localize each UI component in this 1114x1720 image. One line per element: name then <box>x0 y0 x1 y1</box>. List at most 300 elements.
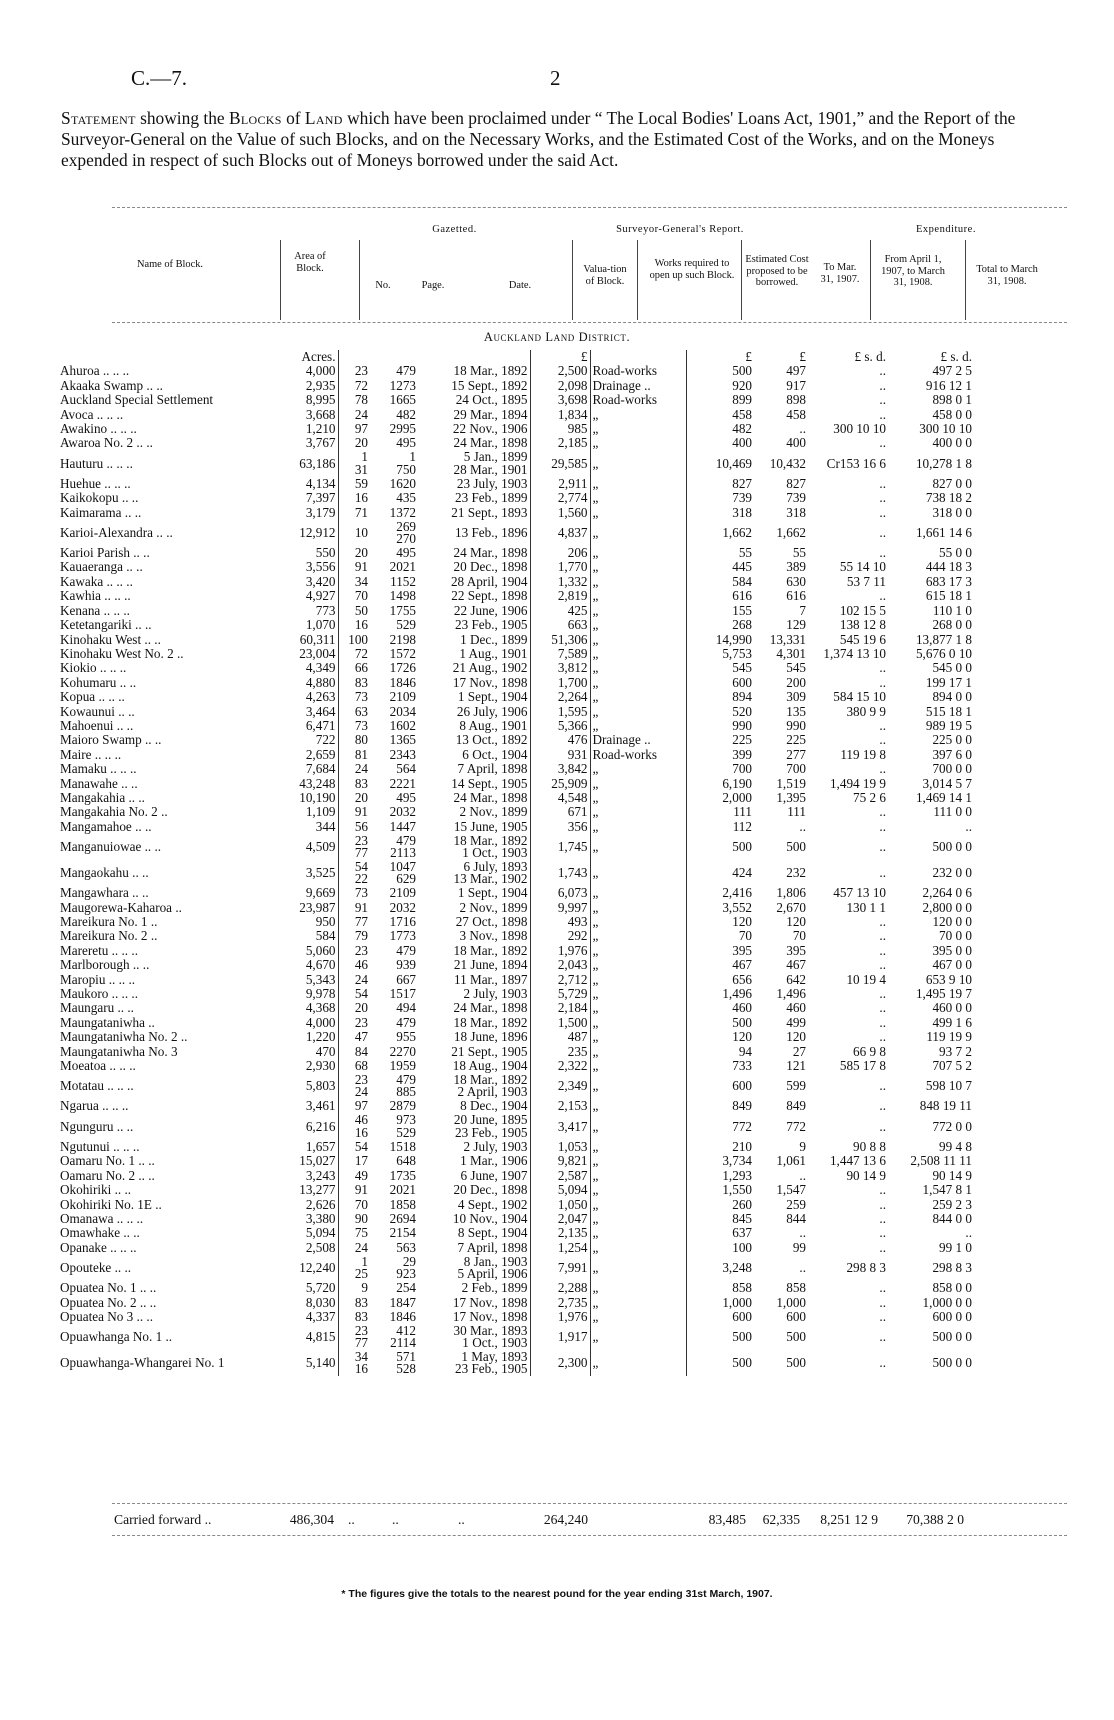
works-cell: „ <box>590 886 686 900</box>
estimated-cost-cell: 445 <box>686 560 754 574</box>
gazette-date-cell: 26 July, 1906 <box>456 704 528 719</box>
estimated-cost-cell: 399 <box>686 748 754 762</box>
estimated-cost-cell: 637 <box>686 1226 754 1240</box>
to-march-cell: 232 <box>786 864 806 880</box>
valuation-cell: 493 <box>530 915 590 929</box>
works-cell: „ <box>590 1045 686 1059</box>
works-cell: „ <box>590 805 686 819</box>
table-row <box>58 901 974 915</box>
gazette-date-cell: 24 Mar., 1898 <box>453 1001 528 1016</box>
page-reference: C.—7. <box>131 66 188 90</box>
estimated-cost-cell: 616 <box>686 589 754 603</box>
footnote: * The figures give the totals to the nearest pound for the year ending 31st March, 1907. <box>341 1588 773 1600</box>
table-row <box>58 408 974 422</box>
gazette-no-cell: 17 <box>338 1154 370 1168</box>
total-cell: 700 0 0 <box>932 762 972 777</box>
table-row <box>58 1296 974 1310</box>
gazette-no-cell: 91 <box>338 901 370 915</box>
to-march-cell: 630 <box>786 574 806 589</box>
total-cell: 615 18 1 <box>925 589 972 604</box>
area-cell: 4,368 <box>305 1001 336 1016</box>
to-march-cell: 277 <box>786 747 806 762</box>
estimated-cost-cell: 6,190 <box>686 777 754 791</box>
table-row <box>58 1212 974 1226</box>
area-cell: 5,060 <box>305 943 336 958</box>
district-heading: Auckland Land District. <box>483 330 631 344</box>
gazette-page-cell: 1047 629 <box>389 860 416 887</box>
table-row <box>58 1059 974 1073</box>
estimated-cost-cell: 739 <box>686 491 754 505</box>
gazette-date-cell: 8 Dec., 1904 <box>460 1099 528 1114</box>
block-name: Kaimarama .. .. <box>60 505 142 520</box>
from-april-cell: .. <box>879 733 886 748</box>
works-cell: „ <box>590 1350 686 1376</box>
block-name: Manawahe .. .. <box>60 776 138 791</box>
to-march-cell: 497 <box>786 364 806 379</box>
gazette-page-cell: 2109 <box>389 690 416 705</box>
gazette-page-cell: 254 <box>396 1281 416 1296</box>
from-april-cell: .. <box>879 1355 886 1371</box>
gazette-date-cell: 15 Sept., 1892 <box>451 378 528 393</box>
block-name: Karioi-Alexandra .. .. <box>60 524 173 540</box>
area-cell: 60,311 <box>299 632 336 647</box>
to-march-cell: 99 <box>792 1240 806 1255</box>
gazette-date-cell: 13 Oct., 1892 <box>455 733 528 748</box>
from-april-cell: 545 19 6 <box>839 632 886 647</box>
gazette-page-cell: 2032 <box>389 805 416 820</box>
total-cell: 653 9 10 <box>925 972 972 987</box>
gazette-page-cell: 2270 <box>389 1044 416 1059</box>
from-april-cell: 457 13 10 <box>833 886 886 901</box>
total-cell: 898 0 1 <box>932 393 972 408</box>
gazette-date-cell: 6 Oct., 1904 <box>462 747 528 762</box>
area-cell: 3,668 <box>305 407 336 422</box>
valuation-cell: 235 <box>530 1045 590 1059</box>
from-april-cell: .. <box>879 1211 886 1226</box>
from-april-cell: .. <box>879 1078 886 1094</box>
to-march-cell: 460 <box>786 1001 806 1016</box>
to-march-cell: 844 <box>786 1211 806 1226</box>
gazette-page-cell: 1572 <box>389 646 416 661</box>
valuation-cell: 2,043 <box>530 958 590 972</box>
from-april-cell: 55 14 10 <box>839 560 886 575</box>
from-april-cell: .. <box>879 378 886 393</box>
gazette-page-cell: 1498 <box>389 589 416 604</box>
table-row <box>58 733 974 747</box>
works-cell: „ <box>590 820 686 834</box>
table-row <box>58 451 974 477</box>
gazette-page-cell: 1620 <box>389 476 416 491</box>
table-row <box>58 379 974 393</box>
total-cell: 55 0 0 <box>939 546 972 561</box>
estimated-cost-cell: 100 <box>686 1241 754 1255</box>
gazette-no-cell: 83 <box>338 676 370 690</box>
table-row <box>58 915 974 929</box>
carried-to-march: 62,335 <box>762 1512 800 1527</box>
carried-from-april: 8,251 12 9 <box>820 1512 878 1527</box>
total-cell: 500 0 0 <box>932 838 972 854</box>
gazette-page-cell: 1602 <box>389 718 416 733</box>
gazette-date-cell: 23 July, 1903 <box>456 476 528 491</box>
from-april-cell: 119 19 8 <box>840 747 886 762</box>
valuation-cell: 1,053 <box>530 1140 590 1154</box>
gazette-date-cell: 18 Mar., 1892 <box>453 943 528 958</box>
block-name: Mangamahoe .. .. <box>60 819 152 834</box>
area-cell: 4,509 <box>305 838 336 854</box>
area-cell: 3,767 <box>305 436 336 451</box>
block-name: Maungataniwha .. <box>60 1015 155 1030</box>
gazette-page-cell: 1846 <box>389 1309 416 1324</box>
block-name: Okohiriki .. .. <box>60 1183 132 1198</box>
estimated-cost-cell: 500 <box>686 834 754 860</box>
table-row <box>58 676 974 690</box>
block-name: Manganuiowae .. .. <box>60 838 162 854</box>
to-march-cell: 1,496 <box>776 987 806 1002</box>
area-cell: 5,803 <box>305 1078 336 1094</box>
col-header-from-april: From April 1, 1907, to March 31, 1908. <box>881 254 945 288</box>
area-cell: 5,140 <box>305 1355 336 1371</box>
total-cell: 99 4 8 <box>939 1139 972 1154</box>
area-cell: 1,657 <box>305 1139 336 1154</box>
estimated-cost-cell: 858 <box>686 1281 754 1295</box>
area-cell: 23,987 <box>299 900 336 915</box>
header-divider <box>572 240 573 320</box>
gazette-no-cell: 63 <box>338 705 370 719</box>
blocks-table <box>58 350 975 1376</box>
total-cell: 225 0 0 <box>932 733 972 748</box>
table-row <box>58 520 974 546</box>
gazette-date-cell: 10 Nov., 1904 <box>452 1211 528 1226</box>
valuation-cell: 9,997 <box>530 901 590 915</box>
valuation-cell: 663 <box>530 618 590 632</box>
header-divider <box>870 240 871 320</box>
to-march-cell: 9 <box>799 1139 806 1154</box>
total-cell: 13,877 1 8 <box>915 632 972 647</box>
estimated-cost-cell: 467 <box>686 958 754 972</box>
valuation-cell: 931 <box>530 748 590 762</box>
table-row <box>58 762 974 776</box>
from-april-cell: Cr153 16 6 <box>826 455 886 471</box>
works-cell: „ <box>590 958 686 972</box>
gazette-date-cell: 23 Feb., 1899 <box>454 491 528 506</box>
works-cell: „ <box>590 929 686 943</box>
total-cell: 1,547 8 1 <box>922 1183 972 1198</box>
table-row <box>58 422 974 436</box>
total-cell: 259 2 3 <box>932 1197 972 1212</box>
gazette-no-cell: 23 24 <box>338 1073 370 1099</box>
area-cell: 4,815 <box>305 1329 336 1345</box>
works-cell: Drainage .. <box>590 733 686 747</box>
estimated-cost-cell: 424 <box>686 860 754 886</box>
from-april-cell: .. <box>879 805 886 820</box>
valuation-cell: 5,366 <box>530 719 590 733</box>
gazette-no-cell: 9 <box>338 1281 370 1295</box>
valuation-cell: 2,712 <box>530 973 590 987</box>
total-cell: 300 10 10 <box>919 422 972 437</box>
gazette-page-cell: 1152 <box>390 574 416 589</box>
to-march-cell: 70 <box>792 929 806 944</box>
estimated-cost-cell: 500 <box>686 1350 754 1376</box>
works-cell: „ <box>590 589 686 603</box>
from-april-cell: 75 2 6 <box>853 790 886 805</box>
block-name: Mareretu .. .. .. <box>60 943 138 958</box>
table-row <box>58 560 974 574</box>
works-cell: „ <box>590 506 686 520</box>
area-cell: 13,277 <box>299 1183 336 1198</box>
valuation-cell: 2,264 <box>530 690 590 704</box>
to-march-cell: 200 <box>786 675 806 690</box>
total-cell: 858 0 0 <box>932 1281 972 1296</box>
from-april-cell: .. <box>879 364 886 379</box>
total-cell: 460 0 0 <box>932 1001 972 1016</box>
gazette-page-cell: 1726 <box>389 661 416 676</box>
gazette-date-cell: 1 Sept., 1904 <box>457 886 528 901</box>
to-march-cell: 7 <box>799 603 806 618</box>
valuation-cell: 1,332 <box>530 575 590 589</box>
unit-valuation: £ <box>530 350 590 364</box>
table-row <box>58 777 974 791</box>
gazette-date-cell: 28 April, 1904 <box>450 574 528 589</box>
area-cell: 5,343 <box>305 972 336 987</box>
area-cell: 8,030 <box>305 1295 336 1310</box>
block-name: Ngarua .. .. .. <box>60 1099 129 1114</box>
works-cell: „ <box>590 436 686 450</box>
table-row <box>58 1281 974 1295</box>
to-march-cell: 400 <box>786 436 806 451</box>
gazette-page-cell: 571 528 <box>396 1350 416 1377</box>
gazette-no-cell: 20 <box>338 546 370 560</box>
from-april-cell: .. <box>879 546 886 561</box>
unit-area: Acres. <box>301 350 336 364</box>
gazette-page-cell: 564 <box>396 762 416 777</box>
gazette-page-cell: 1959 <box>389 1059 416 1074</box>
table-row <box>58 958 974 972</box>
from-april-cell: 1,447 13 6 <box>829 1154 886 1169</box>
gazette-date-cell: 17 Nov., 1898 <box>452 1295 528 1310</box>
gazette-page-cell: 648 <box>396 1154 416 1169</box>
block-name: Hauturu .. .. .. <box>60 455 133 471</box>
table-row <box>58 589 974 603</box>
area-cell: 344 <box>315 819 336 834</box>
total-cell: 497 2 5 <box>932 364 972 379</box>
block-name: Ahuroa .. .. .. <box>60 364 130 379</box>
valuation-cell: 356 <box>530 820 590 834</box>
estimated-cost-cell: 260 <box>686 1198 754 1212</box>
table-row <box>58 690 974 704</box>
gazette-date-cell: 1 Aug., 1901 <box>459 646 528 661</box>
carried-page: .. <box>392 1512 399 1527</box>
area-cell: 3,380 <box>305 1211 336 1226</box>
gazette-date-cell: 2 Nov., 1899 <box>459 805 528 820</box>
block-name: Kohumaru .. .. <box>60 675 137 690</box>
from-april-cell: .. <box>879 1226 886 1241</box>
carried-area: 486,304 <box>289 1512 334 1527</box>
block-name: Oamaru No. 2 .. .. <box>60 1168 155 1183</box>
gazette-no-cell: 54 <box>338 1140 370 1154</box>
total-cell: 199 17 1 <box>925 675 972 690</box>
works-cell: Road-works <box>590 364 686 378</box>
unit-from-april: £ s. d. <box>854 350 886 364</box>
works-cell: „ <box>590 604 686 618</box>
block-name: Mangawhara .. .. <box>60 886 149 901</box>
gazette-date-cell: 29 Mar., 1894 <box>453 407 528 422</box>
works-cell: „ <box>590 860 686 886</box>
gazette-page-cell: 495 <box>396 436 416 451</box>
total-cell: 5,676 0 10 <box>915 646 972 661</box>
from-april-cell: 90 14 9 <box>846 1168 886 1183</box>
table-row <box>58 546 974 560</box>
table-row <box>58 973 974 987</box>
gazette-date-cell: 1 Mar., 1906 <box>460 1154 528 1169</box>
block-name: Kawaka .. .. .. <box>60 574 133 589</box>
gazette-date-cell: 1 Sept., 1904 <box>457 690 528 705</box>
works-cell: „ <box>590 1310 686 1324</box>
gazette-no-cell: 23 77 <box>338 1324 370 1350</box>
valuation-cell: 2,047 <box>530 1212 590 1226</box>
table-row <box>58 633 974 647</box>
to-march-cell: .. <box>799 819 806 834</box>
gazette-no-cell: 79 <box>338 929 370 943</box>
estimated-cost-cell: 1,293 <box>686 1169 754 1183</box>
gazette-no-cell: 100 <box>338 633 370 647</box>
estimated-cost-cell: 3,734 <box>686 1154 754 1168</box>
works-cell: „ <box>590 705 686 719</box>
gazette-no-cell: 23 <box>338 944 370 958</box>
table-row <box>58 1226 974 1240</box>
col-header-estimated: Estimated Cost proposed to be borrowed. <box>745 254 809 288</box>
gazette-page-cell: 1716 <box>389 915 416 929</box>
block-name: Maioro Swamp .. .. <box>60 733 162 748</box>
works-cell: „ <box>590 676 686 690</box>
gazette-page-cell: 2109 <box>389 886 416 901</box>
from-april-cell: .. <box>879 1281 886 1296</box>
block-name: Ngunguru .. .. <box>60 1118 134 1134</box>
estimated-cost-cell: 584 <box>686 575 754 589</box>
gazette-no-cell: 50 <box>338 604 370 618</box>
block-name: Maungaru .. .. <box>60 1001 134 1016</box>
estimated-cost-cell: 5,753 <box>686 647 754 661</box>
total-cell: 515 18 1 <box>925 704 972 719</box>
estimated-cost-cell: 70 <box>686 929 754 943</box>
table-row <box>58 748 974 762</box>
block-name: Karioi Parish .. .. <box>60 546 150 561</box>
to-march-cell: 1,000 <box>776 1295 806 1310</box>
works-cell: „ <box>590 560 686 574</box>
gazette-date-cell: 21 June, 1894 <box>453 958 528 973</box>
area-cell: 15,027 <box>299 1154 336 1169</box>
area-cell: 7,397 <box>305 491 336 506</box>
valuation-cell: 2,153 <box>530 1099 590 1113</box>
table-row <box>58 1045 974 1059</box>
gazette-page-cell: 495 <box>396 546 416 561</box>
to-march-cell: 600 <box>786 1309 806 1324</box>
table-row <box>58 834 974 860</box>
area-cell: 2,508 <box>305 1240 336 1255</box>
total-cell: 989 19 5 <box>925 718 972 733</box>
gazette-page-cell: 479 <box>396 1015 416 1030</box>
carried-date: .. <box>458 1512 465 1527</box>
gazette-date-cell: 21 Sept., 1905 <box>451 1044 528 1059</box>
gazette-date-cell: 11 Mar., 1897 <box>453 972 528 987</box>
gazette-page-cell: 1846 <box>389 675 416 690</box>
from-april-cell: .. <box>879 929 886 944</box>
header-divider <box>965 240 966 320</box>
total-cell: 119 19 9 <box>926 1030 972 1045</box>
block-name: Kawhia .. .. .. <box>60 589 131 604</box>
total-cell: 120 0 0 <box>932 915 972 929</box>
block-name: Akaaka Swamp .. .. <box>60 378 163 393</box>
total-cell: 93 7 2 <box>939 1044 972 1059</box>
col-header-no: No. <box>375 280 391 291</box>
valuation-cell: 7,589 <box>530 647 590 661</box>
from-april-cell: .. <box>879 987 886 1002</box>
from-april-cell: .. <box>879 762 886 777</box>
table-row <box>58 618 974 632</box>
table-row <box>58 1016 974 1030</box>
estimated-cost-cell: 482 <box>686 422 754 436</box>
gazette-no-cell: 24 <box>338 762 370 776</box>
gazette-date-cell: 4 Sept., 1902 <box>457 1197 528 1212</box>
gazette-no-cell: 20 <box>338 1001 370 1015</box>
unit-estimated: £ <box>686 350 754 364</box>
from-april-cell: .. <box>879 838 886 854</box>
table-row <box>58 477 974 491</box>
total-cell: 395 0 0 <box>932 943 972 958</box>
table-row <box>58 1114 974 1140</box>
col-header-date: Date. <box>508 280 532 291</box>
unit-to-march: £ <box>799 350 806 364</box>
gazette-date-cell: 1 Dec., 1899 <box>460 632 528 647</box>
gazette-no-cell: 23 77 <box>338 834 370 860</box>
estimated-cost-cell: 656 <box>686 973 754 987</box>
area-cell: 43,248 <box>299 776 336 791</box>
block-name: Maungataniwha No. 3 <box>60 1044 178 1059</box>
block-name: Awakino .. .. .. <box>60 422 137 437</box>
total-cell: 467 0 0 <box>932 958 972 973</box>
to-march-cell: 616 <box>786 589 806 604</box>
total-cell: 545 0 0 <box>932 661 972 676</box>
gazette-page-cell: 1755 <box>389 603 416 618</box>
block-name: Kowaunui .. .. <box>60 704 135 719</box>
total-cell: 2,264 0 6 <box>922 886 972 901</box>
to-march-cell: 500 <box>786 838 806 854</box>
gazette-page-cell: 482 <box>396 407 416 422</box>
gazette-date-cell: 18 Aug., 1904 <box>452 1059 528 1074</box>
block-name: Omawhake .. .. <box>60 1226 140 1241</box>
estimated-cost-cell: 120 <box>686 915 754 929</box>
total-cell: 598 10 7 <box>925 1078 972 1094</box>
works-cell: „ <box>590 546 686 560</box>
gazette-date-cell: 7 April, 1898 <box>457 762 528 777</box>
block-name: Moeatoa .. .. .. <box>60 1059 136 1074</box>
valuation-cell: 1,976 <box>530 1310 590 1324</box>
gazette-no-cell: 49 <box>338 1169 370 1183</box>
gazette-page-cell: 479 2113 <box>390 834 416 861</box>
valuation-cell: 25,909 <box>530 777 590 791</box>
to-march-cell: .. <box>799 1226 806 1241</box>
to-march-cell: 225 <box>786 733 806 748</box>
table-body <box>58 350 974 1376</box>
works-cell: „ <box>590 1226 686 1240</box>
from-april-cell: 380 9 9 <box>846 704 886 719</box>
gazette-page-cell: 667 <box>396 972 416 987</box>
page-number: 2 <box>550 66 561 90</box>
gazette-page-cell: 1447 <box>389 819 416 834</box>
gazette-page-cell: 1518 <box>389 1139 416 1154</box>
col-header-to-march: To Mar. 31, 1907. <box>820 262 860 285</box>
gazette-date-cell: 2 Nov., 1899 <box>459 900 528 915</box>
gazette-page-cell: 2343 <box>389 747 416 762</box>
